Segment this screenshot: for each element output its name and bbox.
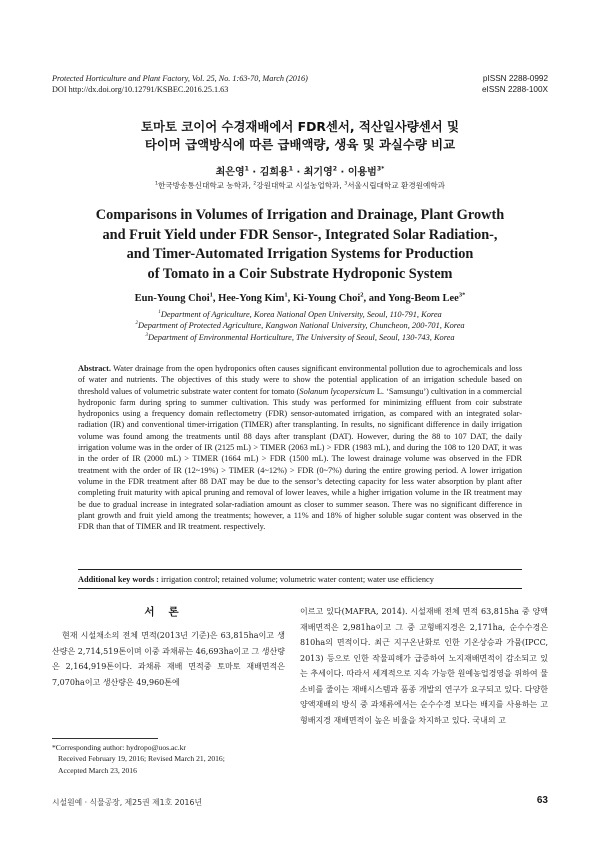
- accepted-date: Accepted March 23, 2016: [58, 765, 137, 775]
- korean-author: 최기영: [303, 167, 333, 178]
- english-affiliation: [0, 320, 600, 331]
- section-heading-intro: 서론: [144, 606, 193, 618]
- journal-header: [52, 73, 308, 95]
- keywords-text: irrigation control; retained volume; volumetric water content; water use efficiency: [158, 575, 434, 584]
- eissn: eISSN 2288-100X: [482, 85, 548, 94]
- english-authors: [0, 293, 600, 304]
- affiliation-text: Department of Protected Agriculture, Kangwon National University, Chuncheon, 200-701, Korea: [137, 321, 465, 331]
- author-sup: 1: [284, 291, 288, 299]
- intro-right-column: 이르고 있다(MAFRA, 2014). 시설재배 전체 면적 63,815ha 중 양액재배면적은 2,981ha이고 그 중 고형배지경은 2,171ha, 순수수경은810ha의 면적이다. 최근 지구온난화로 인한 기온상승과 가뭄(IPCC, 2013) 등으로 인한 작물피해가 급증하여 노지재배면적이 감소되고 있는 추세이다. 따라서 세계적으로 지속 가능한 원예농업경영을 위하여 물소비를 줄이는 재배시스템과 품종 개발의 연구가 요구되고 있다. 다양한 양액재배의 방식 중 과채류에서는 순수수경 보다는 배지를 사용하는 고형배지경 재배면적이 높은 비율을 차지하고 있다. 국내의 고: [300, 607, 548, 725]
- english-author: Yong-Beom Lee: [387, 293, 459, 304]
- author-sup: 1: [244, 165, 249, 173]
- english-title-line: and Fruit Yield under FDR Sensor-, Integrated Solar Radiation-,: [102, 226, 498, 243]
- korean-affiliations: [0, 180, 600, 191]
- english-affiliation: [0, 309, 600, 320]
- english-author: Hee-Yong Kim: [218, 293, 285, 304]
- journal-citation: Protected Horticulture and Plant Factory, Vol. 25, No. 1:63-70, March (2016): [52, 74, 308, 83]
- author-separator: ·: [293, 167, 304, 178]
- author-separator: ·: [248, 167, 260, 178]
- english-author: Ki-Young Choi: [292, 293, 361, 304]
- english-title: [0, 206, 600, 284]
- author-separator: ,: [287, 293, 293, 304]
- affil-sup: 3: [145, 332, 148, 339]
- korean-title: [0, 118, 600, 154]
- english-title-line: and Timer-Automated Irrigation Systems for Production: [126, 246, 474, 262]
- footnote: [52, 742, 285, 776]
- korean-title-line: 토마토 코이어 수경재배에서 FDR센서, 적산일사량센서 및: [141, 119, 459, 134]
- korean-authors: [0, 163, 600, 178]
- affil-sup: 2: [253, 181, 257, 187]
- korean-affiliation: 강원대학교 시설농업학과,: [256, 181, 345, 190]
- english-author: Eun-Young Choi: [134, 293, 210, 304]
- doi-line: DOI http://dx.doi.org/10.12791/KSBEC.2016.25.1.63: [52, 85, 229, 94]
- affil-sup: 1: [158, 309, 161, 316]
- page-number: 63: [536, 795, 548, 806]
- author-separator: ·: [337, 167, 348, 178]
- keywords-bottom-rule: [78, 588, 522, 589]
- affiliation-text: Department of Agriculture, Korea National Open University, Seoul, 110-791, Korea: [160, 310, 442, 319]
- affil-sup: 2: [135, 320, 138, 327]
- keywords: [78, 575, 522, 584]
- author-separator: ,: [212, 293, 219, 304]
- english-title-line: of Tomato in a Coir Substrate Hydroponic System: [147, 265, 453, 282]
- author-sup: 2: [360, 291, 364, 299]
- affil-sup: 1: [155, 181, 158, 187]
- author-sup: 2: [332, 165, 338, 173]
- korean-affiliation: 서울시립대학교 환경원예학과: [347, 181, 445, 190]
- abstract: [78, 363, 522, 532]
- author-sup: 3*: [376, 165, 385, 173]
- korean-author: 최은영: [215, 167, 245, 178]
- keywords-label: Additional key words :: [78, 575, 159, 584]
- author-sup: 1: [288, 165, 293, 173]
- intro-left-column: 현재 시설채소의 전체 면적(2013년 기준)은 63,815ha이고 생산량은 2,714,519톤이며 이중 과채류는 46,693ha이고 그 생산량은 2,164,919톤이다. 과채류 재배 면적중 토마토 재배면적은 7,070ha이고 생산량은 49,960톤에: [52, 631, 285, 687]
- author-sup: 1: [209, 291, 213, 299]
- keywords-top-rule: [78, 569, 522, 570]
- korean-affiliation: 한국방송통신대학교 농학과,: [158, 181, 254, 190]
- species-name: Solanum lycopersicum: [299, 386, 375, 396]
- corresponding-author: *Corresponding author: hydropo@uos.ac.kr: [52, 743, 186, 752]
- author-separator: , and: [363, 293, 388, 304]
- issn-block: [482, 73, 548, 95]
- abstract-label: Abstract.: [78, 364, 111, 373]
- abstract-text: L. ‘Samsungu’) cultivation in a commercial hydroponic farm during spring to summer cultivation. This study was performed for minimizing effluent from coir substrate hydroponics using a frequency domain reflectometry (FDR) sensor-automated irrigation, as compared with an integrated solar-radiation (IR) and conventional timer-irrigation (TIMER) after transplanting. In results, no significant difference in daily irrigation volume was found among the treatments until 88 days after transplant (DAT). However, during the 88 to 107 DAT, the daily irrigation volume was in the order of IR (2125 mL) > TIMER (2063 mL) > FDR (1983 mL), and during the 108 to 120 DAT, it was in the order of IR (2000 mL) > TIMER (1664 mL) > FDR (1500 mL). The lowest drainage volume was observed in the FDR treatment with the order of IR (12~19%) > TIMER (4~12%) > FDR (0~7%) during the entire growing period. A lower irrigation volume in the FDR treatment after 88 DAT may be due to the sensor’s detecting capacity for less water absorption by plant after completing fruit maturity with apical pruning and removal of lower leaves, while a higher irrigation volume in the IR treatment may be due to gradual increase in integrated solar-radiation amount as closer to summer season. There was no significant difference in plant growth and fruit yield among the treatments; however, a 11% and 18% of higher soluble sugar content was observed in the FDR than that of TIMER and IR treatment. respectively.: [78, 386, 523, 532]
- abstract-text: Water drainage from the open hydroponics often causes significant environmental pollution due to agrochemicals and loss of water and nutrients. The objectives of this study were to show the potential application of an irrigation schedule based on threshold values of volumetric substrate water content for tomato (: [78, 364, 522, 396]
- korean-title-line: 타이머 급액방식에 따른 급배액량, 생육 및 과실수량 비교: [144, 137, 456, 152]
- received-date: Received February 19, 2016; Revised March 21, 2016;: [58, 754, 225, 764]
- english-affiliation: [0, 332, 600, 343]
- affil-sup: 3: [344, 181, 348, 187]
- english-affiliations: [0, 309, 600, 343]
- korean-author: 이용범: [347, 167, 377, 178]
- affiliation-text: Department of Environmental Horticulture, The University of Seoul, Seoul, 130-743, Korea: [148, 332, 455, 342]
- korean-author: 김희용: [259, 167, 289, 178]
- english-title-line: Comparisons in Volumes of Irrigation and Drainage, Plant Growth: [95, 207, 505, 223]
- author-sup: 3*: [458, 291, 466, 299]
- footer-journal: 시설원예 · 식물공장, 제25권 제1호 2016년: [52, 798, 202, 807]
- pissn: pISSN 2288-0992: [482, 74, 548, 83]
- footnote-rule: [52, 738, 158, 739]
